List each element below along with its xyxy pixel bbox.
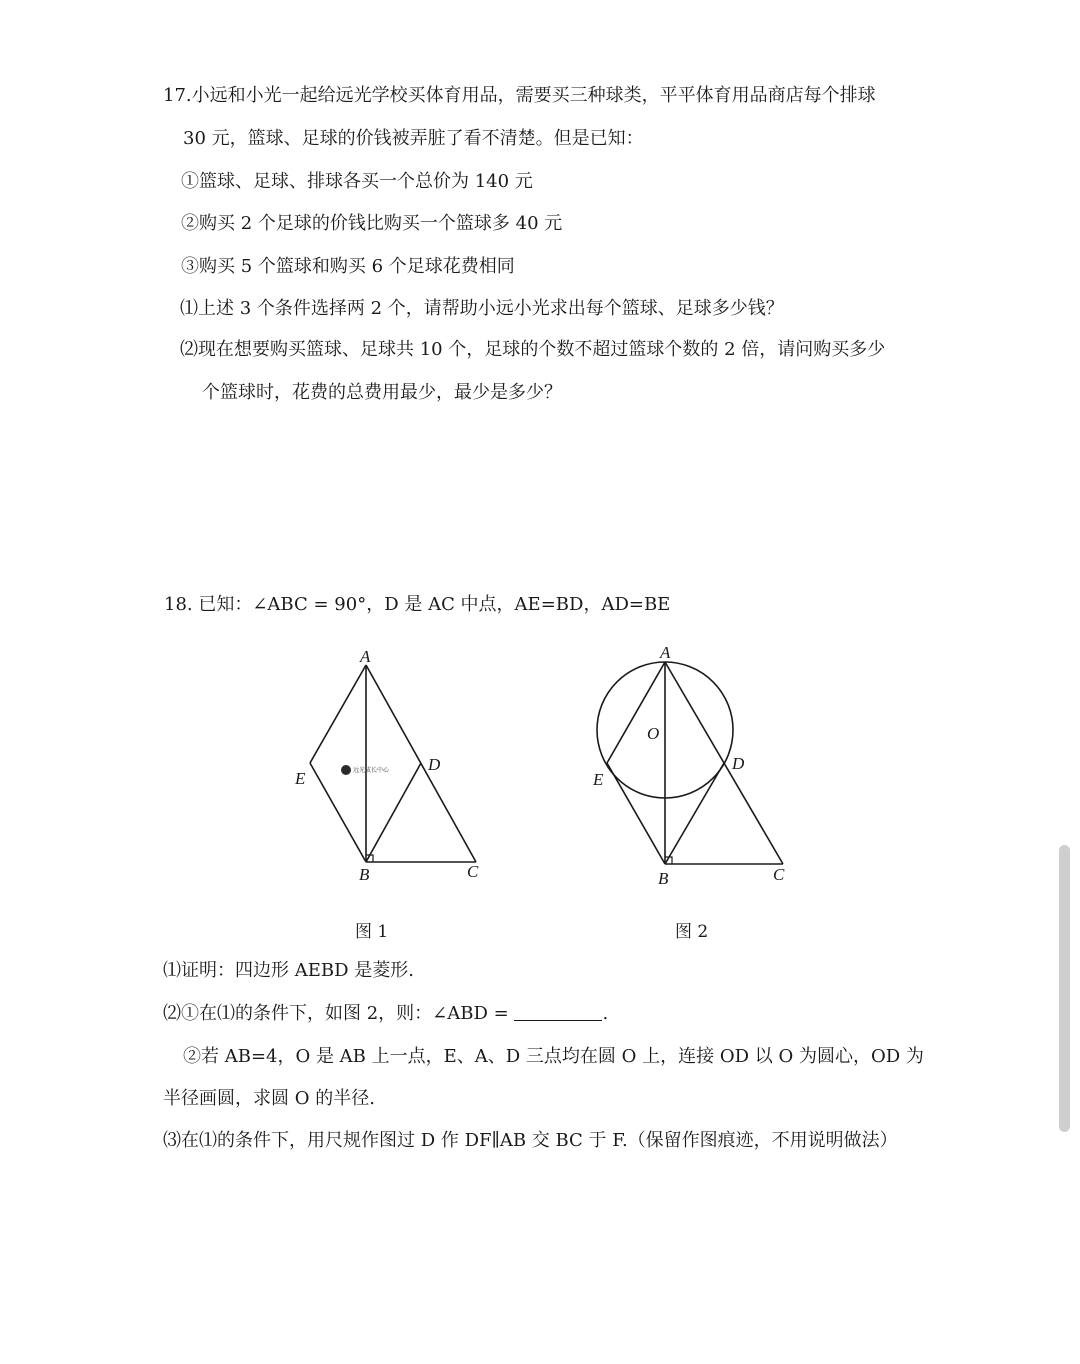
fig2-segment-bd xyxy=(665,763,724,864)
fig1-segment-bd xyxy=(366,763,421,862)
q18-part-2a xyxy=(163,1002,608,1026)
q17-line-2: 30 元，篮球、足球的价钱被弄脏了看不清楚。但是已知： xyxy=(183,128,644,149)
figure-1-caption: 图 1 xyxy=(355,922,389,942)
fig1-label-e: E xyxy=(295,769,306,788)
fig1-label-c: C xyxy=(467,862,479,881)
fig1-label-b: B xyxy=(359,865,370,884)
answer-blank[interactable] xyxy=(514,1002,602,1021)
fig2-label-o: O xyxy=(647,724,660,743)
q18-part-3: ⑶在⑴的条件下，用尺规作图过 D 作 DF∥AB 交 BC 于 F.（保留作图痕迹，不用说明做法） xyxy=(163,1130,898,1151)
fig2-label-a: A xyxy=(660,643,671,662)
fig2-segment-ae xyxy=(607,662,665,763)
q17-line-1: 17.小远和小光一起给远光学校买体育用品，需要买三种球类，平平体育用品商店每个排球 xyxy=(163,85,876,106)
fig1-label-a: A xyxy=(360,647,371,666)
q17-condition-2: ②购买 2 个足球的价钱比购买一个篮球多 40 元 xyxy=(181,213,563,234)
q18-part-1: ⑴证明：四边形 AEBD 是菱形. xyxy=(163,960,414,981)
scrollbar-thumb[interactable] xyxy=(1059,845,1070,1132)
q17-part-1: ⑴上述 3 个条件选择两 2 个，请帮助小远小光求出每个篮球、足球多少钱？ xyxy=(180,298,784,319)
q17-condition-3: ③购买 5 个篮球和购买 6 个足球花费相同 xyxy=(181,256,515,277)
q17-part-2-line-2: 个篮球时，花费的总费用最少，最少是多少？ xyxy=(202,382,562,403)
fig2-label-e: E xyxy=(593,770,604,789)
fig1-segment-ae xyxy=(310,665,366,763)
fig2-label-c: C xyxy=(773,865,785,884)
fig1-segment-eb xyxy=(310,763,366,862)
figure-1 xyxy=(280,640,510,890)
q18-part-2a-period: . xyxy=(602,1003,609,1024)
fig2-label-b: B xyxy=(658,869,669,888)
q18-part-2b-line-2: 半径画圆，求圆 O 的半径. xyxy=(163,1088,375,1109)
fig2-label-d: D xyxy=(732,754,745,773)
q17-condition-1: ①篮球、足球、排球各买一个总价为 140 元 xyxy=(181,171,533,192)
q18-stem: 18. 已知：∠ABC = 90°，D 是 AC 中点，AE=BD，AD=BE xyxy=(164,594,671,615)
figure-2-caption: 图 2 xyxy=(675,922,709,942)
figure-2 xyxy=(585,640,800,890)
fig2-segment-eb xyxy=(607,763,665,864)
q18-part-2a-text: ⑵①在⑴的条件下，如图 2，则：∠ABD = xyxy=(163,1003,509,1024)
fig1-watermark: 远光成长中心 xyxy=(353,767,390,774)
fig1-watermark-icon xyxy=(341,765,351,775)
q17-part-2-line-1: ⑵现在想要购买篮球、足球共 10 个，足球的个数不超过篮球个数的 2 倍，请问购买多少 xyxy=(180,339,886,360)
q18-part-2b-line-1: ②若 AB=4，O 是 AB 上一点，E、A、D 三点均在圆 O 上，连接 OD 以 O 为圆心，OD 为 xyxy=(183,1046,924,1067)
fig1-label-d: D xyxy=(428,755,441,774)
